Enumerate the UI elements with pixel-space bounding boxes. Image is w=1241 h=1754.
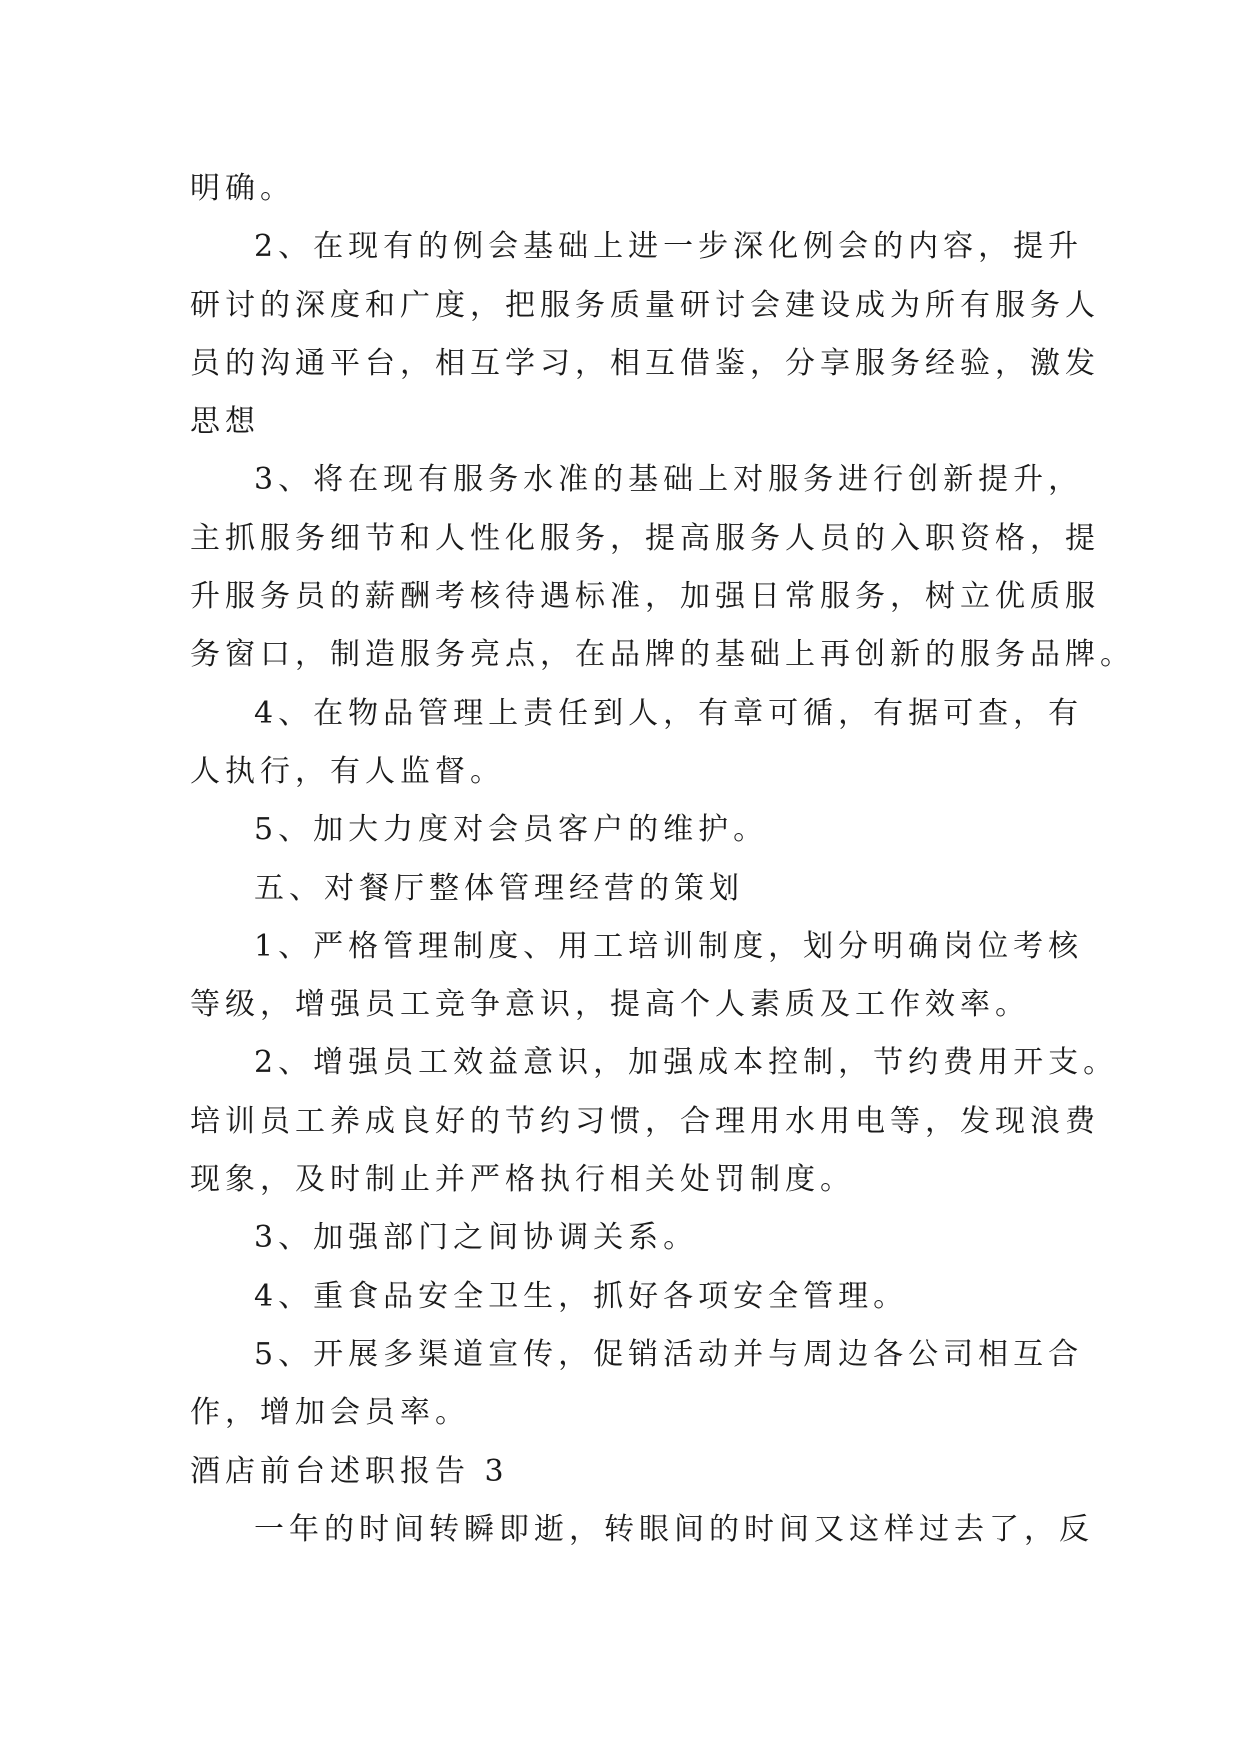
paragraph-line: 2、在现有的例会基础上进一步深化例会的内容，提升 (254, 229, 1084, 265)
paragraph-line: 2、增强员工效益意识，加强成本控制，节约费用开支。 (254, 1045, 1119, 1081)
text-line: 思想 (190, 404, 260, 440)
text-line: 研讨的深度和广度，把服务质量研讨会建设成为所有服务人 (190, 287, 1100, 323)
text-line: 员的沟通平台，相互学习，相互借鉴，分享服务经验，激发 (190, 345, 1100, 381)
text-line: 务窗口，制造服务亮点，在品牌的基础上再创新的服务品牌。 (190, 637, 1135, 673)
paragraph-line: 3、加强部门之间协调关系。 (254, 1220, 699, 1256)
text-line: 主抓服务细节和人性化服务，提高服务人员的入职资格，提 (190, 520, 1100, 556)
report-title: 酒店前台述职报告 3 (190, 1453, 509, 1489)
text-line: 培训员工养成良好的节约习惯，合理用水用电等，发现浪费 (190, 1103, 1100, 1139)
text-line: 作，增加会员率。 (190, 1395, 470, 1431)
paragraph-line: 5、开展多渠道宣传，促销活动并与周边各公司相互合 (254, 1336, 1084, 1372)
text-line: 现象，及时制止并严格执行相关处罚制度。 (190, 1162, 855, 1198)
section-heading: 五、对餐厅整体管理经营的策划 (254, 870, 744, 906)
paragraph-line: 4、重食品安全卫生，抓好各项安全管理。 (254, 1278, 909, 1314)
text-line: 等级，增强员工竞争意识，提高个人素质及工作效率。 (190, 987, 1030, 1023)
paragraph-line: 1、严格管理制度、用工培训制度，划分明确岗位考核 (254, 928, 1084, 964)
text-line: 人执行，有人监督。 (190, 753, 505, 789)
paragraph-line: 一年的时间转瞬即逝，转眼间的时间又这样过去了，反 (254, 1511, 1094, 1547)
paragraph-line: 4、在物品管理上责任到人，有章可循，有据可查，有 (254, 695, 1084, 731)
text-line: 明确。 (190, 171, 295, 206)
paragraph-line: 3、将在现有服务水准的基础上对服务进行创新提升， (254, 462, 1084, 498)
paragraph-line: 5、加大力度对会员客户的维护。 (254, 812, 769, 848)
text-line: 升服务员的薪酬考核待遇标准，加强日常服务，树立优质服 (190, 579, 1100, 615)
document-body (190, 160, 1135, 1559)
